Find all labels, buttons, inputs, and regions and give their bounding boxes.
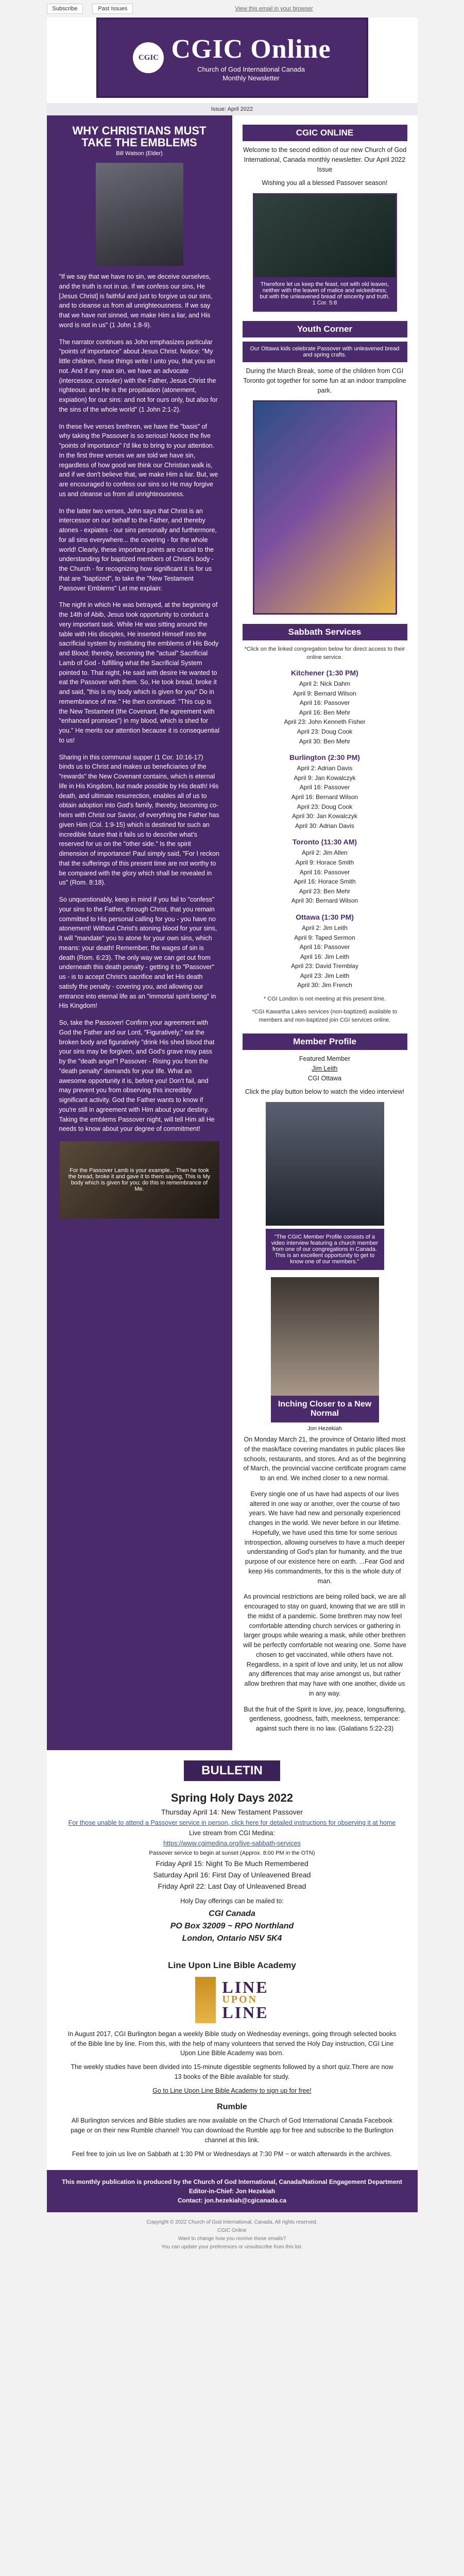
inching-paragraph: But the fruit of the Spirit is love, joy, peace, longsuffering, gentleness, goodness, faith, meekness, temperance: against such there is no law. (Galatians 5:22-23) xyxy=(244,1705,406,1733)
masthead xyxy=(47,18,418,103)
bulletin-line: Live stream from CGI Medina: xyxy=(189,1829,275,1837)
academy-paragraph: In August 2017, CGI Burlington began a weekly Bible study on Wednesday evenings, going through selected books of the Bible line by line. From this, with the help of many volunteers that served the Holy Day instruction, CGI Line Upon Line Bible Academy was born. xyxy=(67,2030,397,2057)
left-column xyxy=(47,115,232,1750)
schedule-line: April 16: Passover xyxy=(299,699,350,707)
subscribe-button[interactable]: Subscribe xyxy=(47,4,83,14)
mask-photo xyxy=(271,1277,379,1396)
passover-caption: Therefore let us keep the feast, not with old leaven, neither with the leaven of malice and wickedness; but with the unleavened bread of sincerity and truth. 1 Cor. 5:8 xyxy=(254,277,396,310)
schedule-line: April 30: Jan Kowalczyk xyxy=(292,812,357,820)
newsletter-title: CGIC Online xyxy=(171,34,331,64)
article-paragraph: So unquestionably, keep in mind if you fail to "confess" your sins to the Father, through Christ, that you remain committed to His personal calling for you - you have no atonement! Without Christ's atoning blood for your sins, it will "mandate" you to atone for your own sins, which means: your death! Remember, the wages of sin is death (Rom. 6:23). The only way we can get out from underneath this death penalty - getting it to "Passover" us - is to accept Christ's sacrifice and let His death satisfy the penalty - covering you, and allowing our entrance into eternal life as an "immortal spirit being" in His Kingdom! xyxy=(59,896,217,1010)
footer xyxy=(0,2212,464,2262)
academy-heading: Line Upon Line Bible Academy xyxy=(168,1960,296,1970)
rumble-paragraph: Feel free to join us live on Sabbath at 1:30 PM or Wednesdays at 7:30 PM ~ or watch afterwards in the archives. xyxy=(72,2150,392,2158)
youth-caption: Our Ottawa kids celebrate Passover with unleavened bread and spring crafts. xyxy=(243,342,407,362)
schedule-line: April 16: Passover xyxy=(299,784,350,791)
address-line: PO Box 32009 ~ RPO Northland xyxy=(170,1921,294,1930)
schedule-line: April 23: David Tremblay xyxy=(291,962,358,970)
footer-copyright: Copyright © 2022 Church of God International, Canada, All rights reserved. xyxy=(146,2219,318,2226)
mailing-address xyxy=(67,1908,397,1945)
wish-text: Wishing you all a blessed Passover season! xyxy=(262,179,388,187)
schedule-burlington-title[interactable]: Burlington (2:30 PM) xyxy=(289,753,360,762)
profile-quote: "The CGIC Member Profile consists of a video interview featuring a church member from one of our congregations in Canada. This is an excellent opportunity to get to know one of our members." xyxy=(266,1229,384,1270)
schedule-kitchener xyxy=(243,679,407,746)
bulletin-heading: Spring Holy Days 2022 xyxy=(170,1791,294,1804)
article-paragraph: The night in which He was betrayed, at the beginning of the 14th of Abib, Jesus took opportunity to conduct a very important task. While He was sitting around the table with His disciples, He inserted Himself into the sacrificial system by instituting the emblems of His Body and Blood; thereby, becoming the "actual" Sacrificial Lamb of God - fulfilling what the Sacrificial System pointed to. That night, He said with desire He wanted to eat the Passover with them. So, He took bread, broke it and said, "this is my body which is given for you" Do in remembrance of me." He then continued: "This cup is the New Testament (the Covenant, the agreement with "enhanced promises") in my blood, which is shed for you." He merits our attention because it is consequential to us! xyxy=(59,601,220,744)
profile-featured: Featured Member xyxy=(299,1055,351,1063)
schedule-line: April 16: Ben Mehr xyxy=(299,708,351,716)
newsletter-subtitle-2: Monthly Newsletter xyxy=(222,74,280,82)
livestream-link[interactable]: https://www.cgimedina.org/live-sabbath-services xyxy=(163,1839,301,1847)
inching-paragraph: As provincial restrictions are being rolled back, we are all encouraged to stay on guard, knowing that we are still in the midst of a pandemic. Some brethren may now feel comfortable attending church services or gathering in larger groups while wearing a mask, while other brethren will be perfectly comfortable not wearing one. Some have chosen to get vaccinated, while others have not. Regardless, in a spirit of love and unity, let us not allow any differences that may arise amongst us, but rather allow brethren that may have with one another, divide us in any way. xyxy=(243,1593,406,1697)
schedule-burlington xyxy=(243,764,407,831)
bulletin-header xyxy=(47,1760,418,1781)
inching-paragraph: On Monday March 21, the province of Ontario lifted most of the mask/face covering mandates in public places like schools, restaurants, and stores. And as of the beginning of March, the provincial vaccine certificate program came to an end. We inched closer to a new normal. xyxy=(243,1436,406,1482)
footer-brand: CGIC Online xyxy=(217,2228,247,2234)
bulletin-label: BULLETIN xyxy=(184,1760,280,1781)
bulletin-line: Holy Day offerings can be mailed to: xyxy=(180,1897,284,1905)
trampoline-photo xyxy=(253,400,397,615)
section-title-sabbath: Sabbath Services xyxy=(243,624,407,640)
schedule-line: April 23: Doug Cook xyxy=(297,728,353,735)
academy-signup-link[interactable]: Go to Line Upon Line Bible Academy to sign up for free! xyxy=(152,2087,312,2094)
schedule-line: April 9: Horace Smith xyxy=(295,858,354,866)
bulletin-line: Saturday April 16: First Day of Unleavened Bread xyxy=(153,1870,311,1879)
inching-byline: Jon Hezekiah xyxy=(307,1426,342,1432)
address-line: London, Ontario N5V 5K4 xyxy=(182,1934,282,1943)
rumble-heading: Rumble xyxy=(217,2103,247,2112)
section-title-youth: Youth Corner xyxy=(243,321,407,337)
profile-cta: Click the play button below to watch the video interview! xyxy=(245,1088,405,1096)
schedule-line: April 30: Bernard Wilson xyxy=(291,897,358,905)
article-paragraph: So, take the Passover! Confirm your agreement with God the Father and our Lord, "Figuratively," eat the broken body and figuratively "drink His shed blood that your sins may be forgiven, and God's grave may pass by the "death angel"! Passover - Rising you from the "death penalty" demands for your life. What an awesome opportunity it is, before you! Don't fail, and may prevent you from observing this incredibly significant activity. God the Father wants to know if you're still in agreement with Him about your destiny. Taking the emblems Passover night, will tell Him all He needs to know about your degree of commitment! xyxy=(59,1019,215,1133)
article-paragraph: Sharing in this communal supper (1 Cor. 10:16-17) binds us to Christ and makes us beneficiaries of the "rewards" the New Covenant contains, which is eternal life in His Kingdom, but made possible by His death! His death, and ultimate resurrection, enables all of us to obtain adoption into God's family, thereby, becoming co-heirs with Christ our Savior, of everything the Father has given Him (Col. 1:9-15) which is destined for such an incredible future that it fails us to describe what's reserved for us on the "other side." Is the spirit dimension of importance! Paul simply said, "For I reckon that the sufferings of this present time are not worthy to be compared with the glory which shall be revealed in us" (Rom. 8:18). xyxy=(59,753,220,887)
logo-word: LINE xyxy=(222,2003,269,2022)
past-issues-button[interactable]: Past Issues xyxy=(92,4,133,14)
sabbath-note: *Click on the linked congregation below for direct access to their online service. xyxy=(244,646,405,660)
profile-name[interactable]: Jim Leith xyxy=(312,1064,338,1072)
schedule-line: April 2: Jim Leith xyxy=(302,924,348,931)
logo-word: UPON xyxy=(222,1994,258,2006)
logo-word: LINE xyxy=(222,1978,269,1997)
author-photo xyxy=(96,163,183,266)
schedule-line: April 30: Jim French xyxy=(297,981,352,989)
church-logo-icon: CGIC xyxy=(133,42,164,73)
profile-church: CGI Ottawa xyxy=(307,1074,342,1082)
schedule-line: April 23: Jim Leith xyxy=(300,972,350,979)
title-block xyxy=(171,34,331,82)
newsletter-subtitle: Church of God International Canada xyxy=(197,65,305,73)
schedule-note: * CGI London is not meeting at this present time. xyxy=(263,996,386,1003)
schedule-line: April 30: Ben Mehr xyxy=(299,737,351,745)
closing-line: This monthly publication is produced by the Church of God International, Canada/National Engagement Department xyxy=(62,2178,402,2186)
trampoline-photo-image xyxy=(254,402,396,613)
newsletter xyxy=(47,18,418,2212)
schedule-line: April 16: Passover xyxy=(299,868,350,876)
schedule-line: April 2: Jim Allen xyxy=(302,849,348,857)
schedule-line: April 9: Bernard Wilson xyxy=(293,689,356,697)
article-paragraph: In the latter two verses, John says that Christ is an intercessor on our behalf to the Father, and thereby atones - expiates - our sins personally and furthermore, for all sins everywhere... the covering - for the whole world! Clearly, these important points are crucial to the understanding for baptized members of Christ's body - the Church - for recognizing how significant it is for us that are "baptized", to take the "New Testament Passover Emblems" Let me explain: xyxy=(59,507,217,592)
schedule-line: April 23: Doug Cook xyxy=(297,803,353,810)
schedule-kitchener-title[interactable]: Kitchener (1:30 PM) xyxy=(291,669,358,677)
academy-logo-words xyxy=(222,1979,268,2021)
line-upon-line-section xyxy=(47,1950,418,2171)
bulletin xyxy=(47,1781,418,1950)
bulletin-line: Friday April 22: Last Day of Unleavened Bread xyxy=(158,1882,306,1890)
issue-date: Issue: April 2022 xyxy=(47,103,418,115)
article-paragraph: The narrator continues as John emphasizes particular "points of importance" about Jesus Christ. Notice: "My little children, these things write I unto you, that you sin not. And if any man sin, we have an advocate (intercessor, consoler) with the Father, Jesus Christ the righteous: and He is the propitiation (atonement, expiation) for our sins: and not for ours only, but also for the sins of the whole world" (1 John 2:1-2). xyxy=(59,338,218,413)
schedule-line: April 16: Bernard Wilson xyxy=(291,793,358,801)
schedule-toronto-title[interactable]: Toronto (11:30 AM) xyxy=(292,838,357,846)
footer-pref-text: Want to change how you receive these emails? xyxy=(178,2236,286,2242)
article-paragraph: "If we say that we have no sin, we deceive ourselves, and the truth is not in us. If we confess our sins, He [Jesus Christ] is faithful and just to forgive us our sins, and to cleanse us from all unrighteousness. If we say that we have not sinned, we make Him a liar, and His word is not in us" (1 John 1:8-9). xyxy=(59,273,213,329)
bulletin-line: Thursday April 14: New Testament Passover xyxy=(161,1807,303,1816)
bulletin-line: Passover service to begin at sunset (Approx. 8:00 PM in the OTN) xyxy=(149,1850,315,1856)
schedule-note: *CGI Kawartha Lakes services (non-baptized) available to members and non-baptized join CGI services online. xyxy=(252,1009,398,1023)
schedule-line: April 16: Jim Leith xyxy=(300,953,350,960)
academy-logo xyxy=(67,1977,397,2023)
schedule-line: April 23: John Kenneth Fisher xyxy=(284,718,366,726)
two-columns xyxy=(47,115,418,1750)
academy-logo-icon xyxy=(195,1977,216,2023)
article-title: WHY CHRISTIANS MUST TAKE THE EMBLEMS xyxy=(72,124,207,149)
masthead-banner xyxy=(96,18,368,98)
schedule-line: April 2: Nick Dahm xyxy=(299,680,351,688)
schedule-line: April 9: Jan Kowalczyk xyxy=(294,774,356,782)
rumble-paragraph: All Burlington services and Bible studies are now available on the Church of God International Canada Facebook page or on their new Rumble channel! You can download the Rumble app for free and subscribe to the Burlington channel at this link. xyxy=(71,2117,393,2144)
schedule-line: April 9: Taped Sermon xyxy=(294,934,355,941)
closing-contact[interactable]: Contact: jon.hezekiah@cgicanada.ca xyxy=(177,2197,287,2205)
article-byline: Bill Watson (Elder) xyxy=(116,150,163,157)
schedule-toronto xyxy=(243,848,407,906)
footer-unsubscribe-link[interactable]: You can update your preferences or unsubscribe from this list. xyxy=(161,2244,303,2250)
schedule-ottawa xyxy=(243,923,407,990)
article-paragraph: In these five verses brethren, we have the "basis" of why taking the Passover is so serious! Notice the five "points of importance" I'd like to bring to your attention. In the first three verses we are told we have sin, regardless of how good we think our Christian walk is, and if we don't believe that, we make Him a liar. But, we are encouraged to confess our sins so He may forgive us and cleanse us from all unrighteousness. xyxy=(59,422,218,498)
inching-title: Inching Closer to a New Normal xyxy=(271,1396,379,1422)
schedule-line: April 23: Ben Mehr xyxy=(299,887,351,895)
welcome-text: Welcome to the second edition of our new Church of God International, Canada monthly newsletter. Our April 2022 Issue xyxy=(243,146,407,173)
verse-image: For the Passover Lamb is your example... Then he took the bread, broke it and gave it to them saying, This is My body which is given for you; do this in remembrance of Me. xyxy=(60,1141,219,1218)
schedule-line: April 2: Adrian Davis xyxy=(297,765,353,772)
right-column xyxy=(232,115,418,1750)
schedule-line: April 16: Horace Smith xyxy=(294,878,356,886)
youth-text: During the March Break, some of the children from CGI Toronto got together for some fun at an indoor trampoline park. xyxy=(243,367,406,394)
inching-paragraph: Every single one of us have had aspects of our lives altered in one way or another, over the course of two years. We have had new and personally experienced changes in the world. We never before in our lifetime. Hopefully, we have used this time for some serious introspection, allowing ourselves to have a much deeper understanding of God's plan for humanity, and the true purpose of our existence here on earth. ...Fear God and keep His commandments, for this is the whole duty of man. xyxy=(244,1490,405,1585)
passover-image-photo xyxy=(254,195,396,277)
section-title-online: CGIC ONLINE xyxy=(243,125,407,141)
bulletin-line: Friday April 15: Night To Be Much Remembered xyxy=(156,1859,308,1868)
academy-paragraph: The weekly studies have been divided into 15-minute digestible segments followed by a short quiz.There are now 13 books of the Bible available for study. xyxy=(71,2063,393,2080)
schedule-line: April 16: Passover xyxy=(299,943,350,951)
section-title-profile: Member Profile xyxy=(243,1033,407,1050)
passover-image xyxy=(253,193,397,312)
schedule-ottawa-title[interactable]: Ottawa (1:30 PM) xyxy=(296,912,354,921)
preheader xyxy=(47,0,418,18)
closing-editor: Editor-in-Chief: Jon Hezekiah xyxy=(188,2188,276,2195)
view-in-browser-link[interactable]: View this email in your browser xyxy=(235,6,313,12)
profile-video-thumbnail[interactable] xyxy=(266,1102,384,1226)
schedule-line: April 30: Adrian Davis xyxy=(295,822,354,829)
address-line: CGI Canada xyxy=(209,1909,255,1918)
bulletin-home-instructions-link[interactable]: For those unable to attend a Passover service in person, click here for detailed instructions for observing it at home xyxy=(68,1819,396,1826)
closing-banner xyxy=(47,2170,418,2212)
